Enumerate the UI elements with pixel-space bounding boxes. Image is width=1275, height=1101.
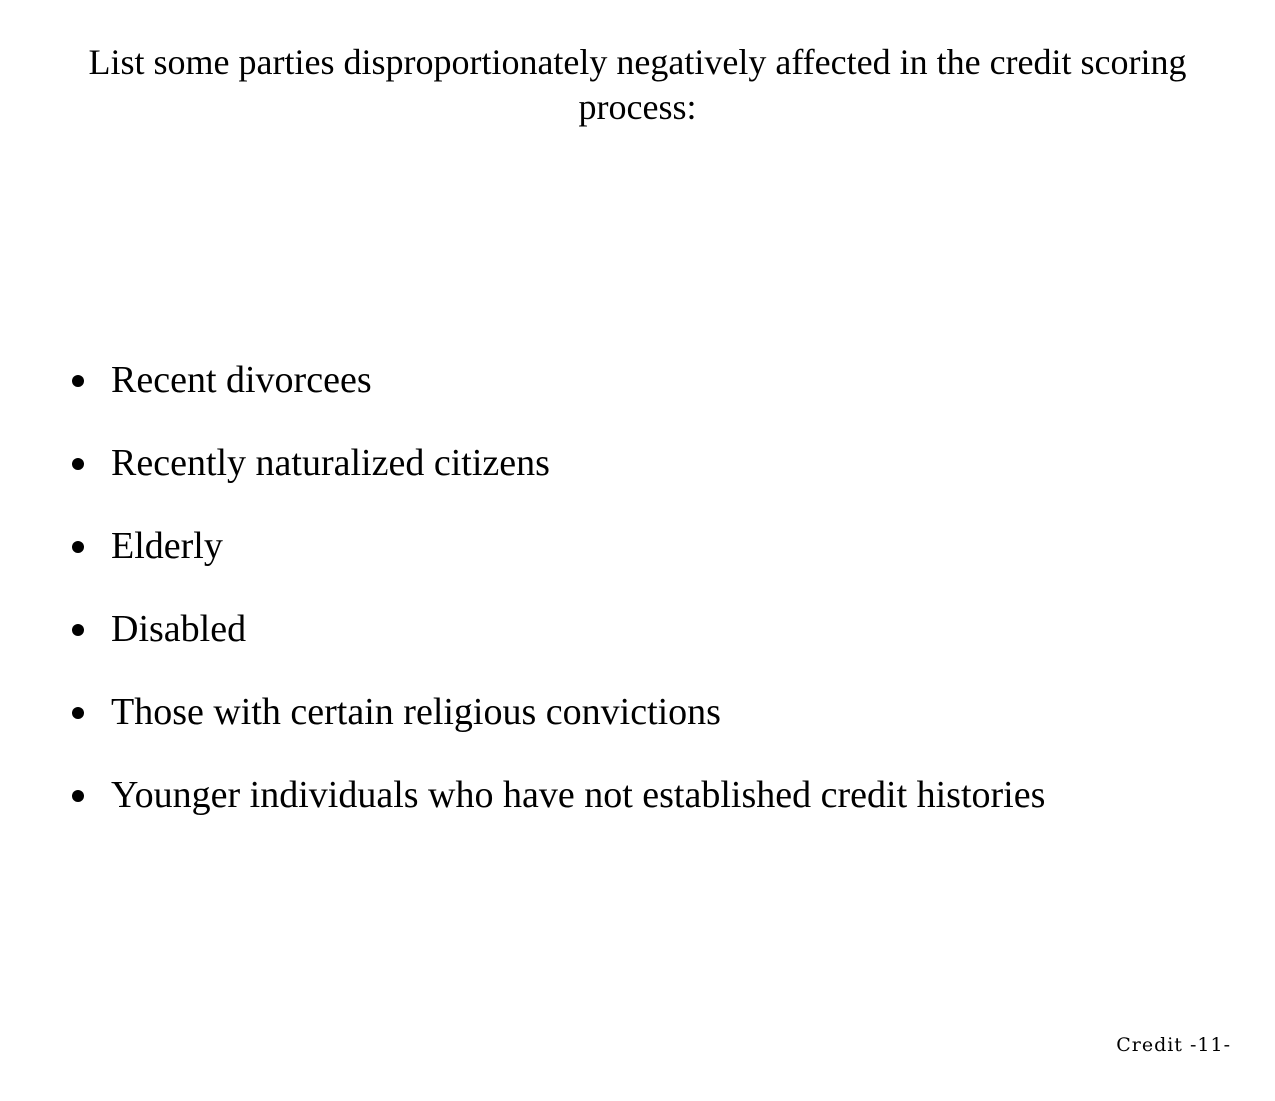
slide-heading: List some parties disproportionately negatively affected in the credit scoring process: [88, 42, 1187, 127]
list-item-text: Disabled [111, 608, 247, 650]
list-item-text: Those with certain religious convictions [111, 691, 721, 733]
list-item [66, 686, 1236, 769]
bullet-dot-icon [72, 541, 84, 553]
bullet-dot-icon [72, 458, 84, 470]
bullet-dot-icon [72, 375, 84, 387]
list-item-text: Elderly [111, 525, 223, 567]
page-footer: Credit -11- [1116, 1034, 1231, 1056]
list-item [66, 769, 1236, 852]
list-item-text: Younger individuals who have not established credit histories [111, 774, 1046, 816]
bullet-dot-icon [72, 707, 84, 719]
list-item [66, 520, 1236, 603]
bullet-dot-icon [72, 624, 84, 636]
list-item [66, 603, 1236, 686]
bullet-dot-icon [72, 790, 84, 802]
list-item-text: Recently naturalized citizens [111, 442, 550, 484]
list-item-text: Recent divorcees [111, 359, 372, 401]
bullet-list [66, 354, 1236, 852]
list-item [66, 437, 1236, 520]
list-item [66, 354, 1236, 437]
